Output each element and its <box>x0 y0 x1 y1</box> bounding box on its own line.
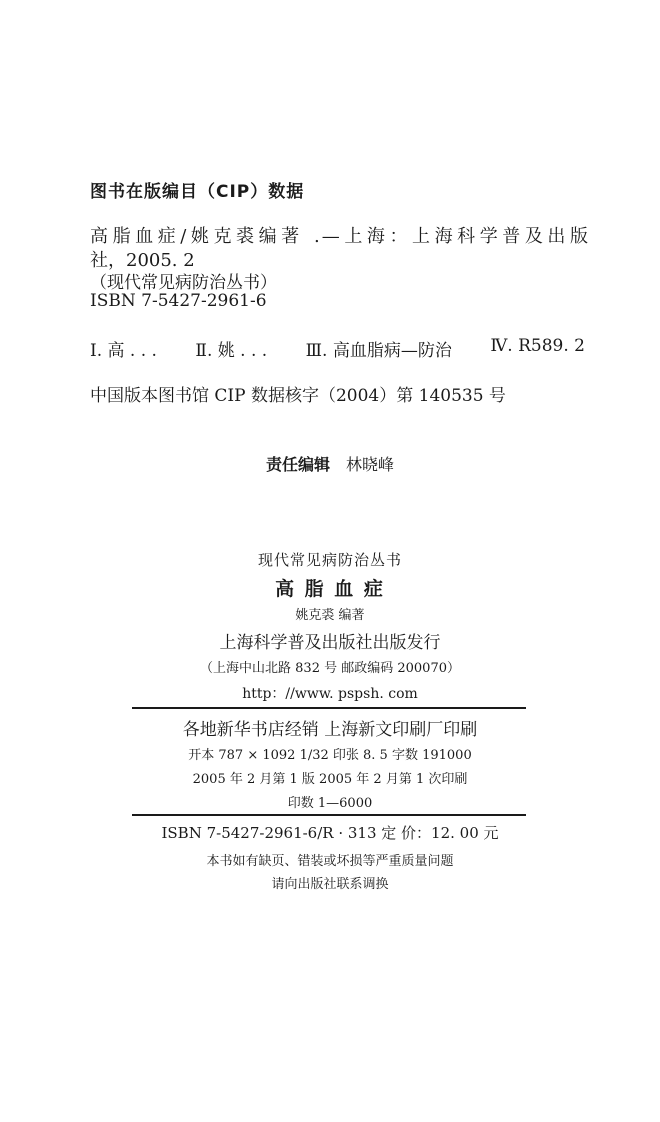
colophon-title: 高 脂 血 症 <box>275 578 385 600</box>
classification-item: Ⅳ. R589. 2 <box>490 336 585 356</box>
colophon-author: 姚克裘 编著 <box>295 608 365 623</box>
colophon-notice-1: 本书如有缺页、错装或坏损等严重质量问题 <box>206 854 454 869</box>
classification-item: Ⅲ. 高血脂病—防治 <box>305 341 452 361</box>
colophon-distribution: 各地新华书店经销 上海新文印刷厂印刷 <box>182 720 478 740</box>
editor-name: 林晓峰 <box>346 455 395 474</box>
colophon-notice-2: 请向出版社联系调换 <box>271 877 389 892</box>
cip-main-line-2: 社，2005. 2 <box>90 250 195 271</box>
colophon-isbn-price: ISBN 7-5427-2961-6/R · 313 定 价：12. 00 元 <box>161 824 499 842</box>
classification-item: Ⅰ. 高 . . . <box>90 341 157 361</box>
cip-main-line-1: 高脂血症/姚克裘编著 .—上海：上海科学普及出版 <box>90 226 590 247</box>
editor-label: 责任编辑 <box>265 455 330 474</box>
cip-isbn: ISBN 7-5427-2961-6 <box>90 291 267 311</box>
cip-record: 中国版本图书馆 CIP 数据核字（2004）第 140535 号 <box>90 386 506 406</box>
editor-row <box>0 452 660 475</box>
colophon-format: 开本 787 × 1092 1/32 印张 8. 5 字数 191000 <box>188 748 472 763</box>
cip-series: （现代常见病防治丛书） <box>90 273 277 293</box>
colophon-print-run: 印数 1—6000 <box>287 796 373 811</box>
colophon-publisher: 上海科学普及出版社出版发行 <box>219 633 441 653</box>
cip-heading: 图书在版编目（CIP）数据 <box>90 182 305 202</box>
bottom-rule <box>132 814 526 816</box>
colophon-address: （上海中山北路 832 号 邮政编码 200070） <box>200 661 460 676</box>
cip-classification <box>90 336 585 361</box>
top-rule <box>132 707 526 709</box>
colophon-edition: 2005 年 2 月第 1 版 2005 年 2 月第 1 次印刷 <box>192 772 468 787</box>
colophon-series: 现代常见病防治丛书 <box>257 551 402 569</box>
colophon-website: http：//www. pspsh. com <box>242 686 418 702</box>
classification-item: Ⅱ. 姚 . . . <box>195 341 268 361</box>
